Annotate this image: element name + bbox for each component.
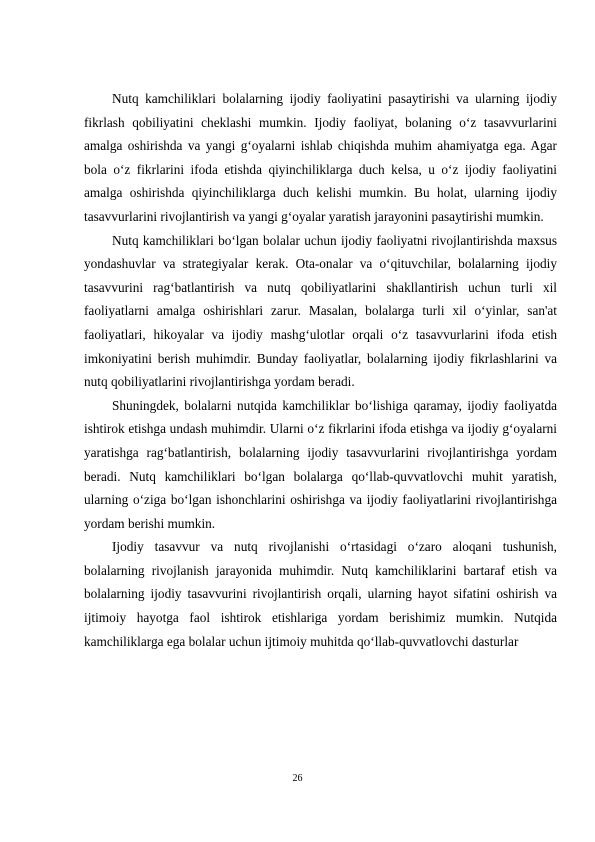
paragraph-3: Shuningdek, bolalarni nutqida kamchiliklar bo‘lishiga qaramay, ijodiy faoliyatda ishtirok etishga undash muhimdir. Ularni o‘z fikrlarini ifoda etishga va ijodiy g‘oyalarni yaratishga rag‘batlantirish, bolalarning ijodiy tasavvurlarini rivojlantirishga yordam beradi. Nutq kamchiliklari bo‘lgan bolalarga qo‘llab-quvvatlovchi muhit yaratish, ularning o‘ziga bo‘lgan ishonchlarini oshirishga va ijodiy faoliyatlarini rivojlantirishga yordam berishi mumkin. bbox=[84, 397, 557, 531]
paragraph-4: Ijodiy tasavvur va nutq rivojlanishi o‘rtasidagi o‘zaro aloqani tushunish, bolalarning rivojlanish jarayonida muhimdir. Nutq kamchiliklarini bartaraf etish va bolalarning ijodiy tasavvurini rivojlantirish orqali, ularning hayot sifatini oshirish va ijtimoiy hayotga faol ishtirok etishlariga yordam berishimiz mumkin. Nutqida kamchiliklarga ega bolalar uchun ijtimoiy muhitda qo‘llab-quvvatlovchi dasturlar bbox=[84, 539, 557, 649]
paragraph-1: Nutq kamchiliklari bolalarning ijodiy faoliyatini pasaytirishi va ularning ijodiy fikrlash qobiliyatini cheklashi mumkin. Ijodiy faoliyat, bolaning o‘z tasavvurlarini amalga oshirishda va yangi g‘oyalarni ishlab chiqishda muhim ahamiyatga ega. Agar bola o‘z fikrlarini ifoda etishda qiyinchiliklarga duch kelsa, u o‘z ijodiy faoliyatini amalga oshirishda qiyinchiliklarga duch kelishi mumkin. Bu holat, ularning ijodiy tasavvurlarini rivojlantirish va yangi g‘oyalar yaratish jarayonini pasaytirishi mumkin. bbox=[84, 91, 557, 224]
document-body bbox=[84, 87, 557, 653]
page-number: 26 bbox=[292, 773, 303, 784]
paragraph-2: Nutq kamchiliklari bo‘lgan bolalar uchun ijodiy faoliyatni rivojlantirishda maxsus yondashuvlar va strategiyalar kerak. Ota-onalar va o‘qituvchilar, bolalarning ijodiy tasavvurini rag‘batlantirish va nutq qobiliyatlarini shakllantirish uchun turli xil faoliyatlarni amalga oshirishlari zarur. Masalan, bolalarga turli xil o‘yinlar, san'at faoliyatlari, hikoyalar va ijodiy mashg‘ulotlar orqali o‘z tasavvurlarini ifoda etish imkoniyatini berish muhimdir. Bunday faoliyatlar, bolalarning ijodiy fikrlashlarini va nutq qobiliyatlarini rivojlantirishga yordam beradi. bbox=[84, 232, 557, 390]
